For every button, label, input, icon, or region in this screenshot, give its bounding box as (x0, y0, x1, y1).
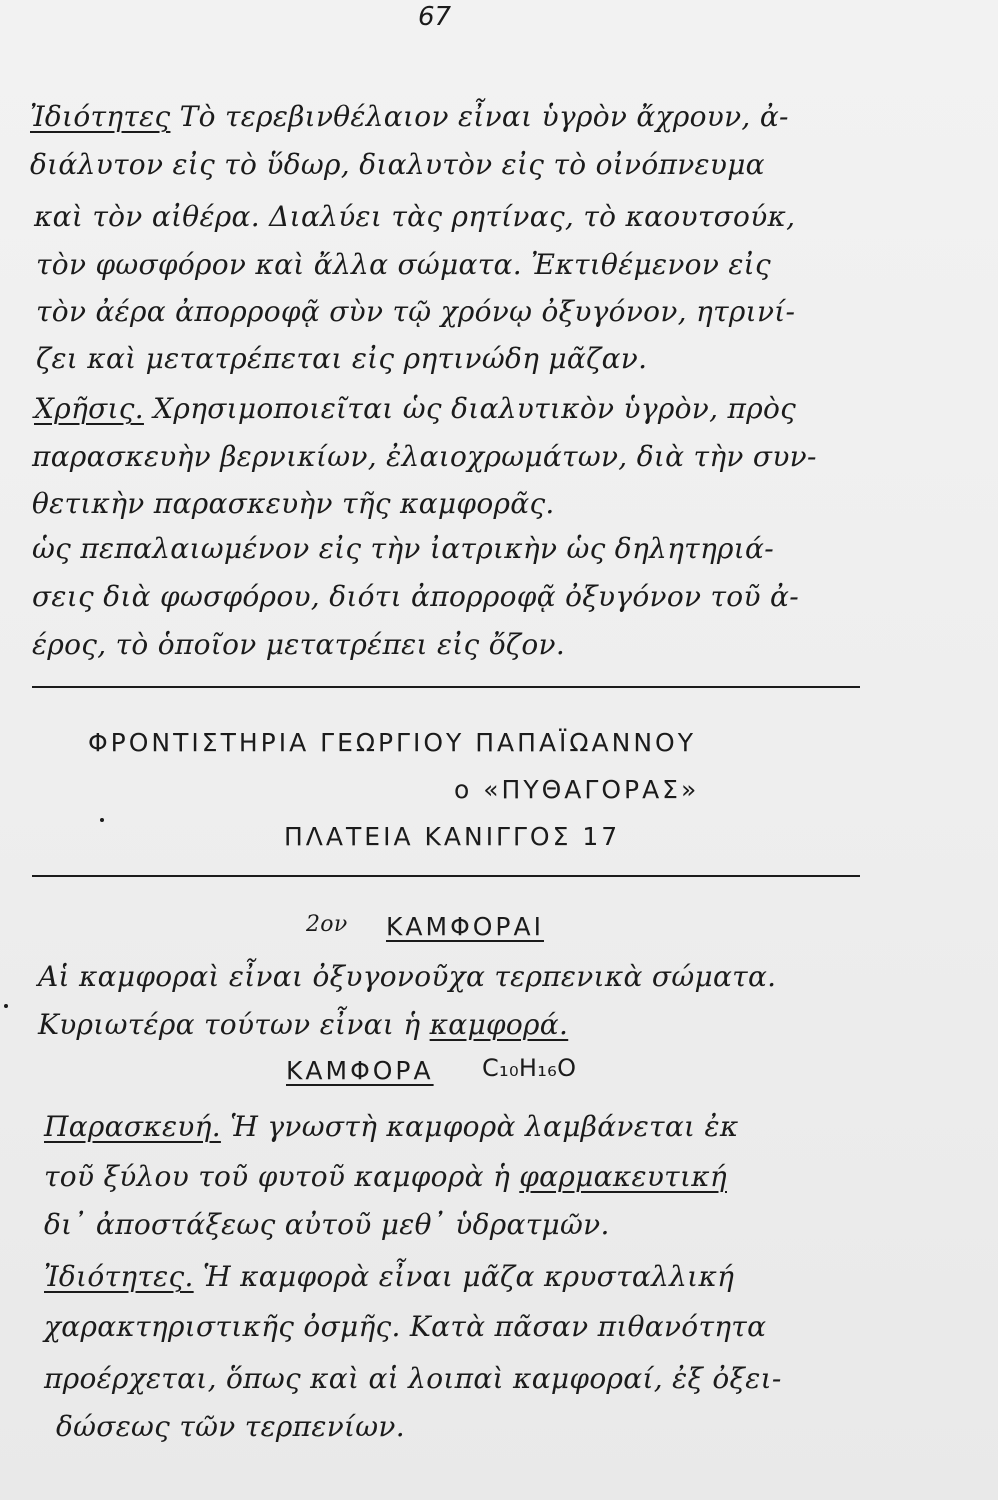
section1-line-10: ὡς πεπαλαιωμένον εἰς τὴν ἰατρικὴν ὡς δηλητηριά- (32, 532, 775, 565)
section1-line-11: σεις διὰ φωσφόρου, διότι ἀπορροφᾷ ὀξυγόνον τοῦ ἀ- (32, 580, 799, 613)
section2-line-4: τοῦ ξύλου τοῦ φυτοῦ καμφορὰ ἡ φαρμακευτική (44, 1160, 727, 1193)
camphor-formula: C₁₀H₁₆O (482, 1054, 577, 1082)
section2-line-7: χαρακτηριστικῆς ὀσμῆς. Κατὰ πᾶσαν πιθανότητα (44, 1310, 767, 1343)
section1-line-5: τὸν ἀέρα ἀπορροφᾷ σὺν τῷ χρόνῳ ὀξυγόνον, ητρινί- (36, 295, 796, 328)
camphor-term: καμφορά. (429, 1008, 569, 1041)
section2-line-9: δώσεως τῶν τερπενίων. (56, 1410, 405, 1443)
section2-line-2: Κυριωτέρα τούτων εἶναι ἡ καμφορά. (38, 1008, 569, 1041)
section2-line-5: δι᾽ ἀποστάξεως αὐτοῦ μεθ᾽ ὑδρατμῶν. (44, 1208, 610, 1241)
section1-line-7: Χρῆσις. Χρησιμοποιεῖται ὡς διαλυτικὸν ὑγρὸν, πρὸς (34, 392, 797, 425)
use-label: Χρῆσις. (34, 392, 144, 425)
section-number: 2ον (306, 912, 348, 937)
ink-dot (100, 818, 104, 822)
section1-line-4: τὸν φωσφόρον καὶ ἄλλα σώματα. Ἐκτιθέμενον εἰς (36, 248, 771, 281)
section1-line-3: καὶ τὸν αἰθέρα. Διαλύει τὰς ρητίνας, τὸ καουτσούκ, (34, 200, 796, 233)
section2-line-3: Παρασκευή. Ἡ γνωστὴ καμφορὰ λαμβάνεται ἐκ (44, 1110, 739, 1143)
section1-line-8: παρασκευὴν βερνικίων, ἐλαιοχρωμάτων, διὰ τὴν συν- (32, 440, 817, 473)
properties-label: Ἰδιότητες (30, 100, 171, 133)
section2-line-8: προέρχεται, ὅπως καὶ αἱ λοιπαὶ καμφοραί, ἐξ ὀξει- (44, 1362, 782, 1395)
camphor-subtitle: ΚΑΜΦΟΡΑ (286, 1056, 434, 1085)
section1-line-12: έρος, τὸ ὁποῖον μετατρέπει εἰς ὄζον. (32, 628, 566, 661)
section1-line-2: διάλυτον εἰς τὸ ὕδωρ, διαλυτὸν εἰς τὸ οἰνόπνευμα (30, 148, 765, 181)
section1-line-6: ζει καὶ μετατρέπεται εἰς ρητινώδη μᾶζαν. (36, 342, 648, 375)
section2-line-6: Ἰδιότητες. Ἡ καμφορὰ εἶναι μᾶζα κρυσταλλική (44, 1260, 735, 1293)
preparation-label: Παρασκευή. (44, 1110, 221, 1143)
properties-label-2: Ἰδιότητες. (44, 1260, 194, 1293)
school-address: ΠΛΑΤΕΙΑ ΚΑΝΙΓΓΟΣ 17 (284, 822, 621, 851)
section1-line-9: θετικὴν παρασκευὴν τῆς καμφορᾶς. (32, 487, 555, 520)
divider-bottom (32, 875, 860, 877)
section1-line-1: Ἰδιότητες Τὸ τερεβινθέλαιον εἶναι ὑγρὸν ἄχρουν, ἀ- (30, 100, 789, 133)
page-number: 67 (418, 2, 452, 32)
ink-dot-margin (4, 1004, 8, 1008)
section2-line-1: Αἱ καμφοραὶ εἶναι ὀξυγονοῦχα τερπενικὰ σώματα. (38, 960, 777, 993)
divider-top (32, 686, 860, 688)
school-subtitle: ο «ΠΥΘΑΓΟΡΑΣ» (454, 775, 700, 804)
pharmaceutical-term: φαρμακευτική (519, 1160, 727, 1193)
section-title: ΚΑΜΦΟΡΑΙ (386, 912, 544, 941)
school-name: ΦΡΟΝΤΙΣΤΗΡΙΑ ΓΕΩΡΓΙΟΥ ΠΑΠΑΪΩΑΝΝΟΥ (88, 728, 696, 757)
